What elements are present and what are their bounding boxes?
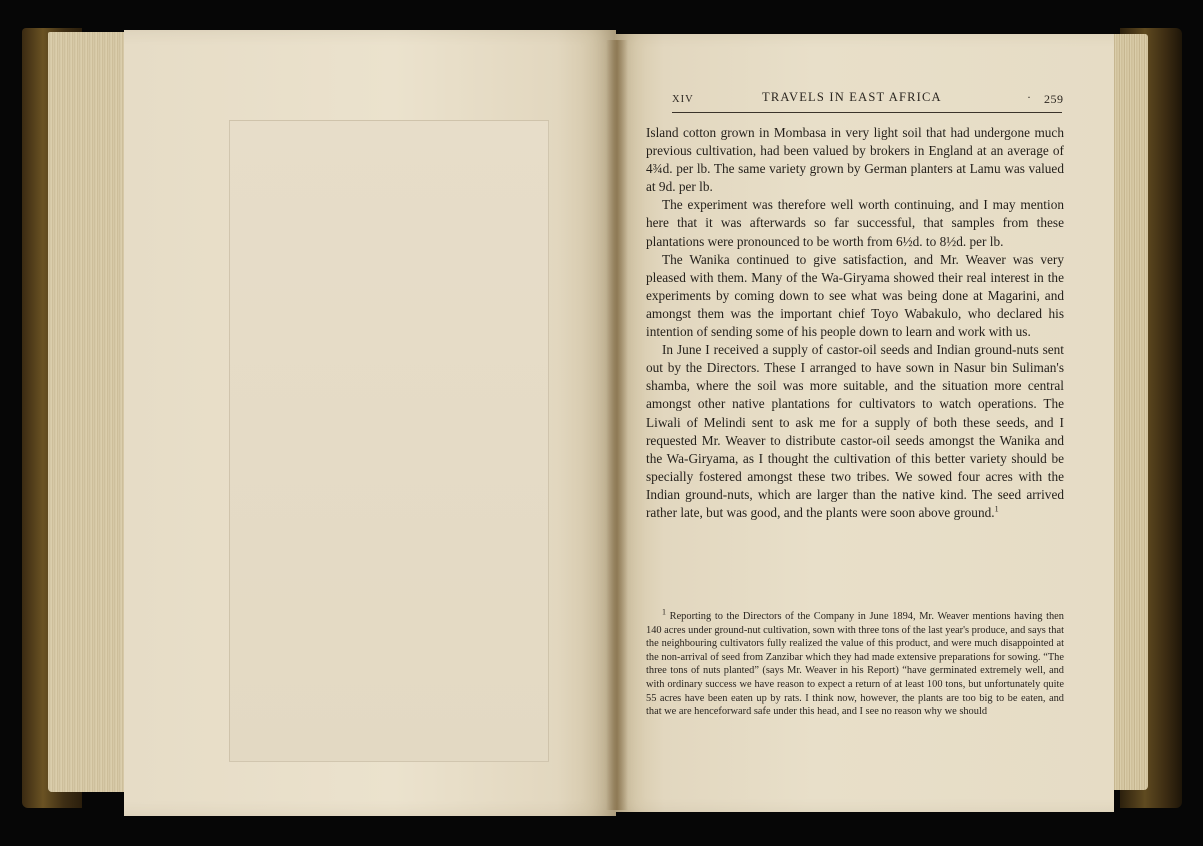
header-separator: · [1027, 90, 1032, 104]
chapter-number: XIV [672, 94, 694, 105]
right-page [614, 34, 1114, 812]
paragraph-2: The experiment was therefore well worth continuing, and I may mention here that it was afterwards so far successful, that samples from these plantations were pronounced to be worth from 6½d. to 8½d. per lb. [646, 197, 1064, 249]
running-head [672, 90, 1066, 110]
footnote-reference: 1 [994, 504, 999, 514]
paragraph-4 [646, 341, 1064, 522]
header-rule [672, 112, 1062, 113]
paragraph-4-text: In June I received a supply of castor-oil seeds and Indian ground-nuts sent out by the Directors. These I arranged to have sown in Nasur bin Suliman's shamba, where the soil was more suitable, and the situation more central amongst other native plantations for cultivators to watch operations. The Liwali of Melindi sent to ask me for a supply of both these seeds, and I requested Mr. Weaver to distribute castor-oil seeds amongst the Wanika and the Wa-Giryama, as I thought the cultivation of this better variety should be specially fostered amongst these two tribes. We sowed four acres with the Indian ground-nuts, which are larger than the native kind. The seed arrived rather late, but was good, and the plants were soon above ground. [646, 342, 1064, 520]
footnote [646, 607, 1064, 719]
paragraph-3: The Wanika continued to give satisfaction, and Mr. Weaver was very pleased with them. Many of the Wa-Giryama showed their real interest in the experiments by coming down to see what was being done at Magarini, and amongst them was the important chief Toyo Wabakulo, who declared his intention of sending some of his people down to learn and work with us. [646, 251, 1064, 340]
footnote-marker: 1 [662, 607, 666, 617]
blank-plate-area [229, 120, 549, 762]
footnote-text: Reporting to the Directors of the Company in June 1894, Mr. Weaver mentions having then 140 acres under ground-nut cultivation, sown with three tons of the last year's produce, and says that the neighbouring cultivators fully realized the value of this product, and were much disappointed at the non-arrival of seed from Zanzibar which they had made extensive preparations for sowing. “The three tons of nuts planted” (says Mr. Weaver in his Report) “have germinated extremely well, and with ordinary success we have reason to expect a return of at least 100 tons, but unfortunately quite 55 acres have been eaten up by rats. I think now, however, the plants are too big to be eaten, and that we are henceforward safe under this head, and I see no reason why we should [646, 611, 1064, 718]
paragraph-1: Island cotton grown in Mombasa in very light soil that had undergone much previous cultivation, had been valued by brokers in England at an average of 4¾d. per lb. The same variety grown by German planters at Lamu was valued at 9d. per lb. [646, 125, 1064, 195]
book-gutter [606, 40, 628, 810]
book-title: TRAVELS IN EAST AFRICA [762, 90, 942, 104]
left-page [124, 30, 616, 816]
page-edges-left [48, 32, 130, 792]
body-text [646, 124, 1064, 522]
page-number: 259 [1044, 92, 1064, 106]
